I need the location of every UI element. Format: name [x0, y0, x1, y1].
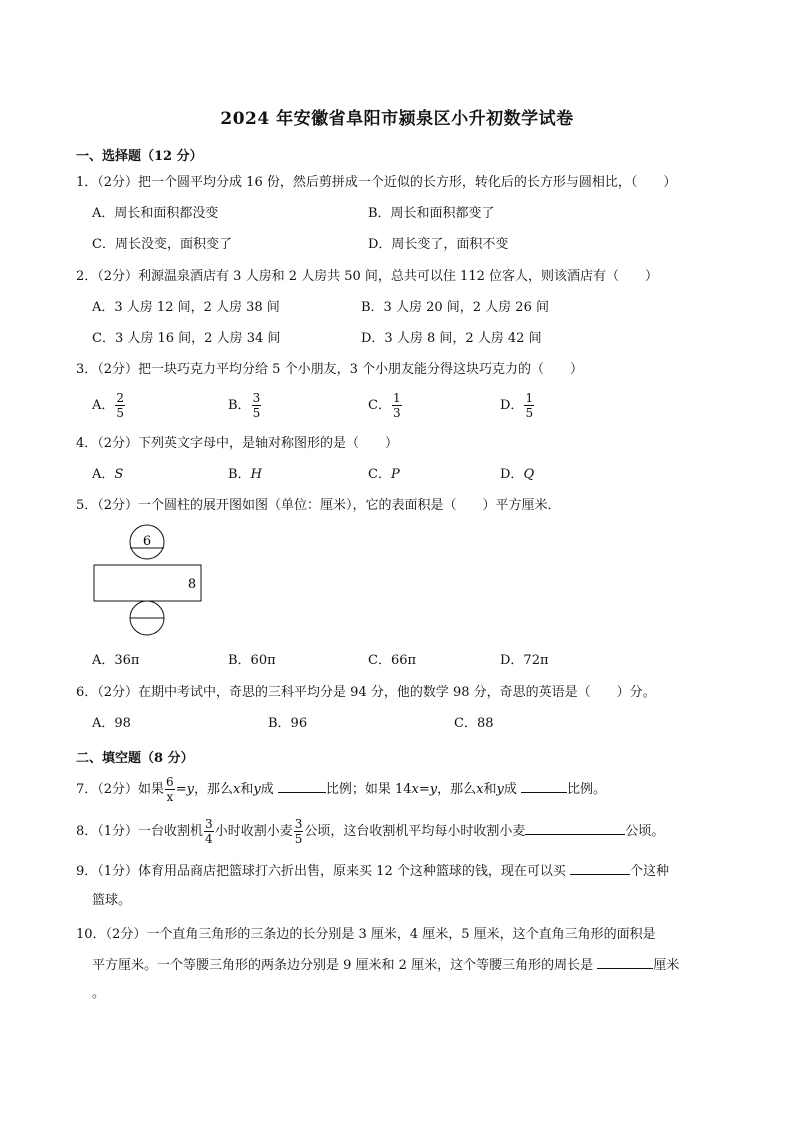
question-10-line1 — [76, 923, 656, 945]
q3-option-c-label: C． — [368, 398, 391, 413]
section-1-heading: 一、选择题（12 分） — [76, 149, 203, 164]
top-diameter-label: 6 — [142, 534, 152, 549]
q9-text: 9．（1分）体育用品商店把篮球打六折出售，原来买 12 个这种篮球的钱，现在可以买 — [76, 864, 566, 879]
question-2-stem: 2．（2分）利源温泉酒店有 3 人房和 2 人房共 50 间，总共可以住 112 位客人，则该酒店有（ ） — [76, 269, 658, 284]
height-label: 8 — [187, 577, 197, 592]
numerator: 1 — [392, 391, 401, 405]
q4-option-b-label: B． — [228, 467, 251, 482]
q5-option-d[interactable]: D．72π — [500, 653, 549, 668]
denominator: 5 — [252, 406, 261, 420]
question-10-line3: 。 — [92, 986, 106, 1001]
q1-option-b[interactable]: B．周长和面积都变了 — [368, 206, 495, 221]
q4-option-d-value: Q — [523, 467, 535, 482]
q7-var: y — [429, 782, 438, 797]
q7-var: y — [253, 782, 261, 797]
q3-option-a-label: A． — [92, 398, 115, 413]
q7-text: 和 — [483, 782, 497, 797]
q3-option-d-label: D． — [500, 398, 524, 413]
numerator: 3 — [252, 391, 261, 405]
denominator: 4 — [205, 832, 213, 846]
q4-option-d-label: D． — [500, 467, 524, 482]
q4-option-c[interactable] — [368, 465, 400, 485]
q2-option-d[interactable]: D．3 人房 8 间，2 人房 42 间 — [361, 331, 542, 346]
q1-option-d[interactable]: D．周长变了，面积不变 — [368, 237, 509, 252]
q3-option-a[interactable] — [92, 392, 126, 419]
question-6-stem: 6．（2分）在期中考试中，奇思的三科平均分是 94 分，他的数学 98 分，奇思的英语是（ ）分。 — [76, 685, 656, 700]
fraction — [392, 392, 402, 419]
q7-text: 成 — [260, 782, 274, 797]
q4-option-a-label: A． — [92, 467, 115, 482]
q5-option-c[interactable]: C．66π — [368, 653, 417, 668]
q5-option-b[interactable]: B．60π — [228, 653, 276, 668]
answer-blank[interactable] — [570, 860, 630, 875]
numerator: 3 — [294, 817, 303, 831]
q4-option-a[interactable] — [92, 465, 123, 485]
q7-var: x — [476, 782, 484, 797]
q8-text: 8．（1分）一台收割机 — [76, 824, 204, 839]
q2-option-c[interactable]: C．3 人房 16 间，2 人房 34 间 — [92, 331, 281, 346]
q4-option-c-value: P — [390, 467, 400, 482]
q7-var: y — [496, 782, 504, 797]
question-4-stem: 4．（2分）下列英文字母中，是轴对称图形的是（ ） — [76, 436, 399, 451]
denominator: x — [166, 790, 174, 804]
q10-text: 厘米 — [653, 958, 680, 973]
fraction — [294, 818, 304, 845]
question-10-line2 — [92, 954, 679, 976]
numerator: 1 — [525, 391, 534, 405]
question-3-stem: 3．（2分）把一块巧克力平均分给 5 个小朋友，3 个小朋友能分得这块巧克力的（ ） — [76, 362, 583, 377]
fraction — [524, 392, 534, 419]
q2-option-b[interactable]: B．3 人房 20 间，2 人房 26 间 — [361, 300, 549, 315]
fraction — [204, 818, 214, 845]
q4-option-a-value: S — [114, 467, 124, 482]
q7-var: y — [186, 782, 194, 797]
q7-text: 成 — [503, 782, 517, 797]
page-title: 2024 年安徽省阜阳市颍泉区小升初数学试卷 — [220, 109, 574, 129]
q7-text: 比例；如果 14 — [325, 782, 412, 797]
q8-text: 公顷。 — [625, 824, 665, 839]
q5-option-a[interactable]: A．36π — [92, 653, 140, 668]
q6-option-b[interactable]: B．96 — [268, 716, 308, 731]
q1-option-a[interactable]: A．周长和面积都没变 — [92, 206, 219, 221]
q9-continuation: 篮球。 — [92, 893, 132, 908]
q7-text: ，那么 — [437, 782, 477, 797]
denominator: 5 — [525, 406, 534, 420]
answer-blank[interactable] — [521, 778, 567, 793]
fraction — [115, 392, 125, 419]
q7-text: 比例。 — [567, 782, 607, 797]
question-1-stem: 1．（2分）把一个圆平均分成 16 份，然后剪拼成一个近似的长方形，转化后的长方形与圆相比，（ ） — [76, 175, 677, 190]
cylinder-net-figure — [88, 520, 218, 640]
numerator: 2 — [116, 391, 125, 405]
q4-option-d[interactable] — [500, 465, 534, 485]
answer-blank[interactable] — [278, 778, 326, 793]
q3-option-c[interactable] — [368, 392, 403, 419]
q9-text: 个这种 — [630, 864, 670, 879]
q3-option-b-label: B． — [228, 398, 251, 413]
q7-text: = — [418, 782, 430, 797]
answer-blank[interactable] — [525, 820, 625, 835]
q7-var: x — [411, 782, 419, 797]
q7-text: 7．（2分）如果 — [76, 782, 165, 797]
q6-option-a[interactable]: A．98 — [92, 716, 131, 731]
q10-text: 10．（2分）一个直角三角形的三条边的长分别是 3 厘米，4 厘米，5 厘米，这个直角三角形的面积是 — [76, 927, 656, 942]
fraction — [165, 776, 175, 803]
q1-option-c[interactable]: C．周长没变，面积变了 — [92, 237, 232, 252]
q3-option-b[interactable] — [228, 392, 262, 419]
q4-option-b[interactable] — [228, 465, 262, 485]
q8-text: 公顷，这台收割机平均每小时收割小麦 — [304, 824, 526, 839]
section-2-heading: 二、填空题（8 分） — [76, 751, 194, 766]
q4-option-c-label: C． — [368, 467, 391, 482]
q4-option-b-value: H — [250, 467, 262, 482]
q7-text: 和 — [240, 782, 254, 797]
side-rectangle — [94, 565, 201, 601]
numerator: 3 — [205, 817, 213, 831]
q7-text: ，那么 — [193, 782, 233, 797]
q2-option-a[interactable]: A．3 人房 12 间，2 人房 38 间 — [92, 300, 280, 315]
question-5-stem: 5．（2分）一个圆柱的展开图如图（单位：厘米），它的表面积是（ ）平方厘米． — [76, 498, 561, 513]
denominator: 5 — [116, 406, 125, 420]
q3-option-d[interactable] — [500, 392, 535, 419]
q7-text: = — [175, 782, 187, 797]
question-7 — [76, 776, 606, 803]
q7-var: x — [232, 782, 241, 797]
q10-text: 平方厘米。一个等腰三角形的两条边分别是 9 厘米和 2 厘米，这个等腰三角形的周长是 — [92, 958, 594, 973]
q8-text: 小时收割小麦 — [214, 824, 293, 839]
fraction — [252, 392, 262, 419]
question-9 — [76, 860, 669, 882]
q6-option-c[interactable]: C．88 — [454, 716, 494, 731]
question-8 — [76, 818, 664, 845]
denominator: 5 — [294, 832, 303, 846]
numerator: 6 — [166, 775, 174, 789]
answer-blank[interactable] — [597, 954, 653, 969]
denominator: 3 — [392, 406, 401, 420]
